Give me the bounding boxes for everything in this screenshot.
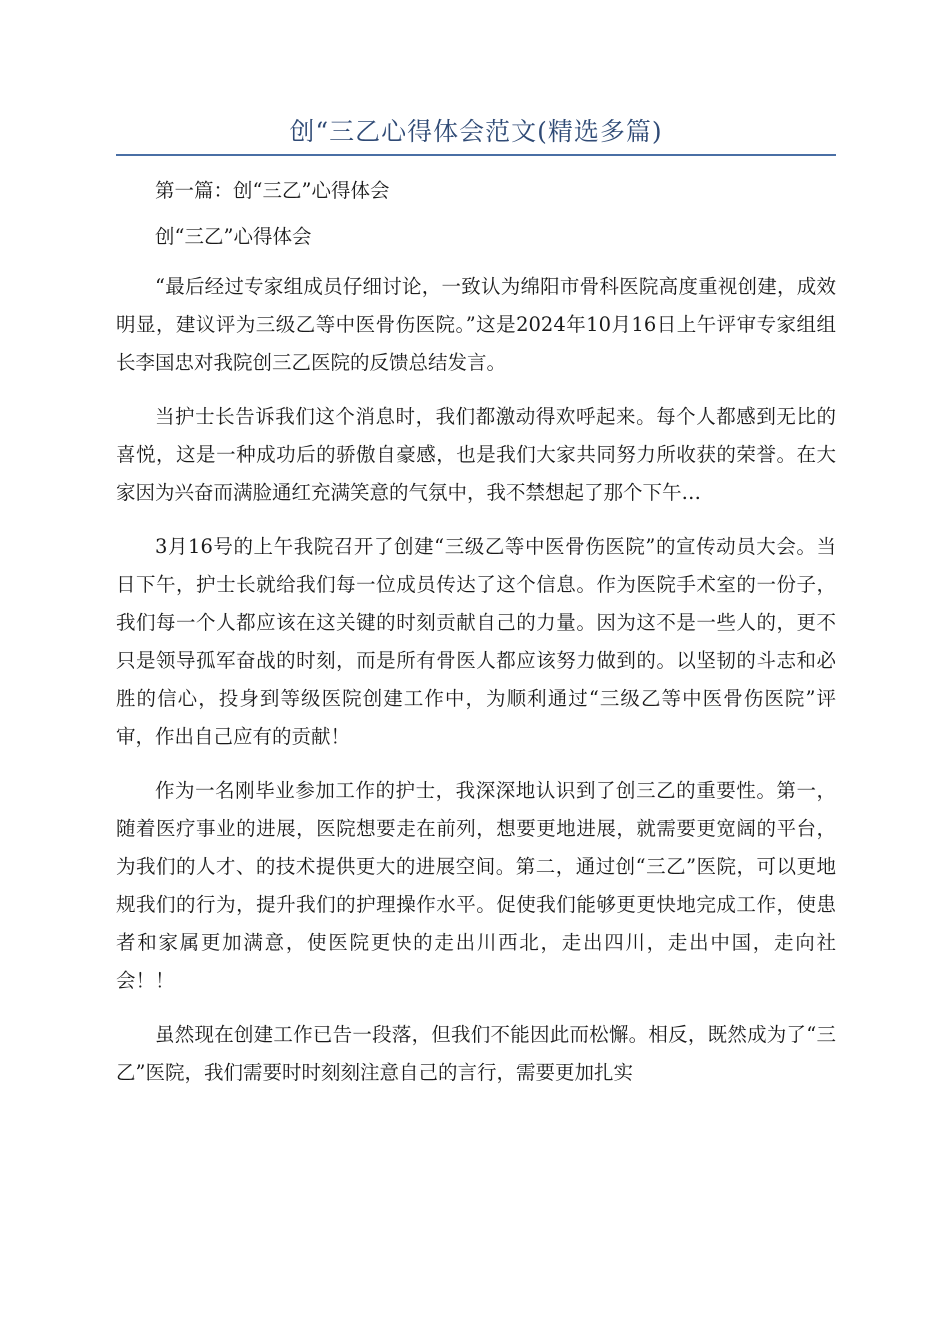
- paragraph-4: 作为一名刚毕业参加工作的护士，我深深地认识到了创三乙的重要性。第一，随着医疗事业的进展，医院想要走在前列，想要更地进展，就需要更宽阔的平台，为我们的人才、的技术提供更大的进展空间。第二，通过创“三乙”医院，可以更地规我们的行为，提升我们的护理操作水平。促使我们能够更更快地完成工作，使患者和家属更加满意，使医院更快的走出川西北，走出四川，走出中国，走向社会！！: [116, 779, 836, 992]
- paragraph-2: 当护士长告诉我们这个消息时，我们都激动得欢呼起来。每个人都感到无比的喜悦，这是一种成功后的骄傲自豪感，也是我们大家共同努力所收获的荣誉。在大家因为兴奋而满脸通红充满笑意的气氛中，我不禁想起了那个下午…: [116, 405, 836, 504]
- section-heading: 第一篇：创“三乙”心得体会: [155, 179, 390, 202]
- document-title: 创“三乙心得体会范文(精选多篇): [116, 112, 836, 156]
- document-page: [116, 112, 836, 1092]
- paragraph-3: 3月16号的上午我院召开了创建“三级乙等中医骨伤医院”的宣传动员大会。当日下午，护士长就给我们每一位成员传达了这个信息。作为医院手术室的一份子，我们每一个人都应该在这关键的时刻贡献自己的力量。因为这不是一些人的，更不只是领导孤军奋战的时刻，而是所有骨医人都应该努力做到的。以坚韧的斗志和必胜的信心，投身到等级医院创建工作中，为顺利通过“三级乙等中医骨伤医院”评审，作出自己应有的贡献！: [116, 535, 836, 748]
- paragraph-5: 虽然现在创建工作已告一段落，但我们不能因此而松懈。相反，既然成为了“三乙”医院，我们需要时时刻刻注意自己的言行，需要更加扎实: [116, 1023, 836, 1084]
- sub-heading: 创“三乙”心得体会: [155, 225, 312, 248]
- paragraph-1: “最后经过专家组成员仔细讨论，一致认为绵阳市骨科医院高度重视创建，成效明显，建议评为三级乙等中医骨伤医院。”这是2024年10月16日上午评审专家组组长李国忠对我院创三乙医院的反馈总结发言。: [116, 275, 836, 374]
